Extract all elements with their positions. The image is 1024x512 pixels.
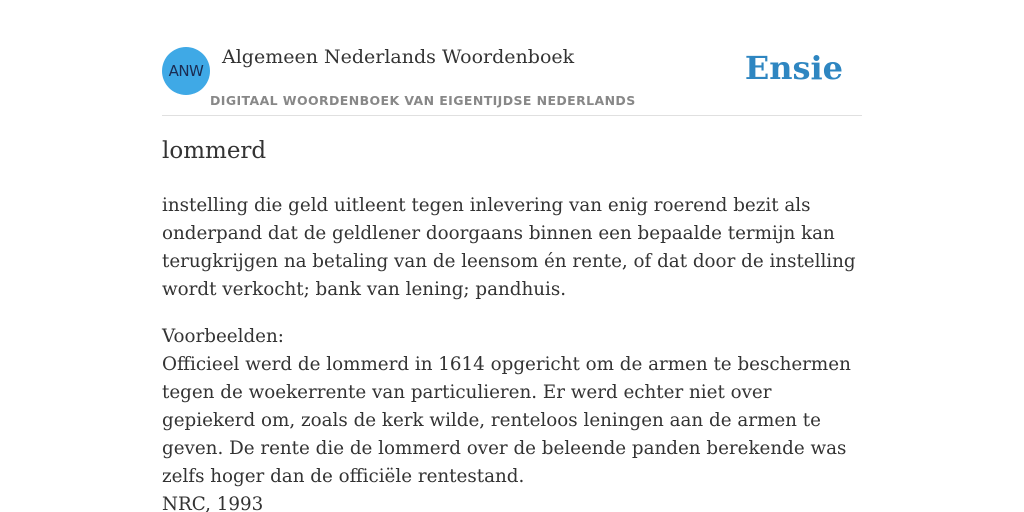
- anw-logo[interactable]: ANW: [162, 47, 210, 95]
- examples-label: Voorbeelden:: [162, 326, 284, 347]
- site-subtitle: DIGITAAL WOORDENBOEK VAN EIGENTIJDSE NEDERLANDS: [210, 93, 636, 108]
- entry-headword: lommerd: [162, 138, 267, 164]
- examples-section: [162, 323, 862, 512]
- example-source: NRC, 1993: [162, 494, 264, 512]
- ensie-brand-logo[interactable]: Ensie: [744, 49, 843, 87]
- site-title[interactable]: Algemeen Nederlands Woordenboek: [222, 46, 575, 68]
- example-text: Officieel werd de lommerd in 1614 opgericht om de armen te beschermen tegen de woekerrente van particulieren. Er werd echter niet over gepiekerd om, zoals de kerk wilde, renteloos leningen aan de armen te geven. De rente die de lommerd over de beleende panden berekende was zelfs hoger dan de officiële rentestand.: [162, 354, 851, 487]
- content-container: [162, 0, 862, 512]
- site-header: [162, 0, 862, 116]
- entry-definition: instelling die geld uitleent tegen inlevering van enig roerend bezit als onderpand dat de geldlener doorgaans binnen een bepaalde termijn kan terugkrijgen na betaling van de leensom én rente, of dat door de instelling wordt verkocht; bank van lening; pandhuis.: [162, 195, 856, 300]
